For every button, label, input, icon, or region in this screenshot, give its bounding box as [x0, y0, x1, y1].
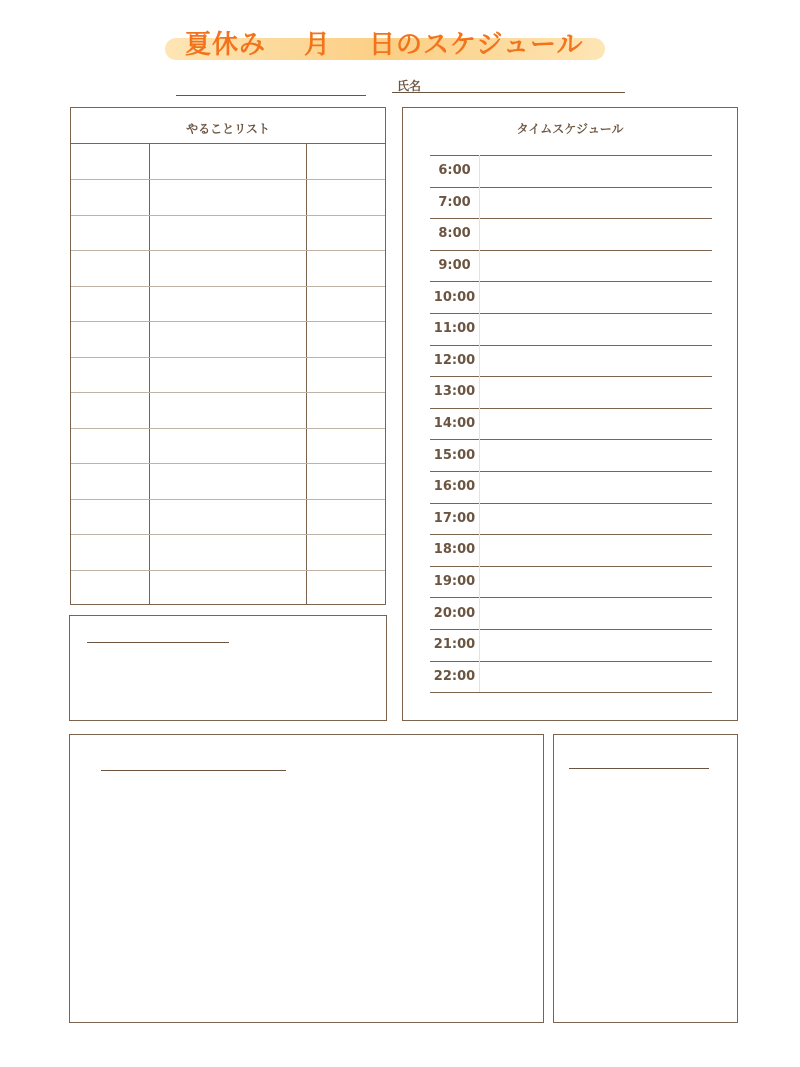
todo-row-line	[71, 357, 385, 358]
todo-grid	[71, 143, 385, 604]
time-row[interactable]	[430, 661, 712, 693]
page-title	[165, 22, 605, 68]
notes-box-large	[69, 734, 544, 1023]
time-schedule-header: タイムスケジュール	[516, 122, 624, 136]
name-input-line[interactable]	[392, 92, 625, 93]
todo-row-line	[71, 179, 385, 180]
time-row[interactable]	[430, 187, 712, 219]
time-label: 18:00	[430, 534, 480, 566]
todo-list-box	[70, 107, 386, 605]
time-label: 21:00	[430, 629, 480, 661]
time-row[interactable]	[430, 281, 712, 313]
todo-row-line	[71, 215, 385, 216]
time-label: 11:00	[430, 313, 480, 345]
time-label: 12:00	[430, 345, 480, 377]
time-label: 22:00	[430, 661, 480, 693]
notes-box-large-title-line	[101, 770, 286, 771]
time-row[interactable]	[430, 155, 712, 187]
time-row[interactable]	[430, 439, 712, 471]
time-row[interactable]	[430, 408, 712, 440]
time-row[interactable]	[430, 345, 712, 377]
time-label: 9:00	[430, 250, 480, 282]
time-label: 20:00	[430, 597, 480, 629]
time-label: 8:00	[430, 218, 480, 250]
todo-row-line	[71, 286, 385, 287]
time-label: 15:00	[430, 439, 480, 471]
time-row[interactable]	[430, 597, 712, 629]
time-row[interactable]	[430, 313, 712, 345]
notes-box-right-title-line	[569, 768, 709, 769]
title-part-day-schedule: 日のスケジュール	[369, 30, 584, 60]
todo-row-line	[71, 463, 385, 464]
notes-box-right	[553, 734, 738, 1023]
todo-row-line	[71, 321, 385, 322]
blank-line-left	[176, 95, 366, 96]
time-row[interactable]	[430, 376, 712, 408]
todo-list-header: やることリスト	[186, 122, 270, 136]
memo-box-small-title-line	[87, 642, 229, 643]
time-row[interactable]	[430, 471, 712, 503]
memo-box-small	[69, 615, 387, 721]
title-text	[185, 24, 583, 61]
time-label: 6:00	[430, 155, 480, 187]
time-row[interactable]	[430, 218, 712, 250]
todo-row-line	[71, 428, 385, 429]
time-row[interactable]	[430, 534, 712, 566]
time-row[interactable]	[430, 503, 712, 535]
time-label: 7:00	[430, 187, 480, 219]
time-row-line	[430, 692, 712, 693]
time-label: 16:00	[430, 471, 480, 503]
time-row[interactable]	[430, 250, 712, 282]
time-schedule-box	[402, 107, 738, 721]
time-label: 14:00	[430, 408, 480, 440]
time-row[interactable]	[430, 629, 712, 661]
todo-row-line	[71, 570, 385, 571]
time-label: 13:00	[430, 376, 480, 408]
name-label: 氏名	[397, 79, 422, 93]
title-part-month: 月	[304, 30, 332, 60]
title-part-summer: 夏休み	[185, 30, 267, 60]
todo-row-line	[71, 534, 385, 535]
time-label: 10:00	[430, 281, 480, 313]
todo-row-line	[71, 250, 385, 251]
time-label: 19:00	[430, 566, 480, 598]
todo-row-line	[71, 499, 385, 500]
time-row[interactable]	[430, 566, 712, 598]
todo-row-line	[71, 392, 385, 393]
time-label: 17:00	[430, 503, 480, 535]
